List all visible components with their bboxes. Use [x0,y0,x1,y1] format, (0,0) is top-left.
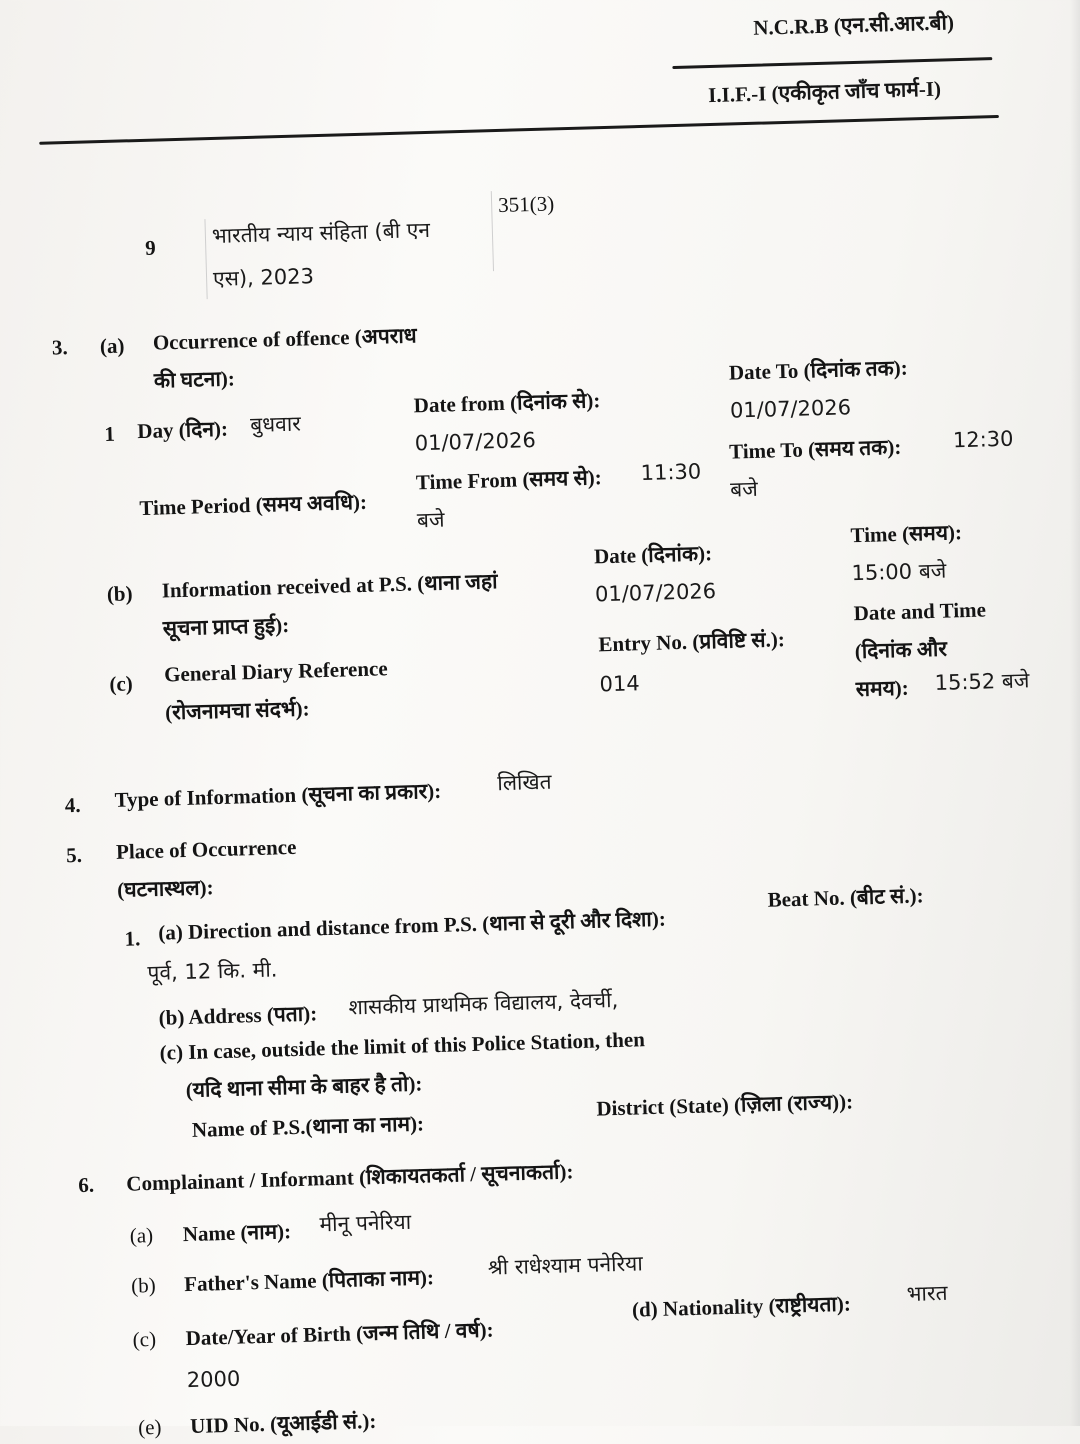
uid-letter: (e) [137,1414,162,1440]
section6-number: 6. [78,1172,95,1198]
page-edge-shadow [1070,0,1080,1426]
info-received-label-line1: Information received at P.S. (थाना जहां [161,569,498,603]
info-date-value: 01/07/2026 [594,579,717,607]
act-cell-border-left [204,219,207,299]
act-name-line1: भारतीय न्याय संहिता (बी एन [211,217,431,248]
nationality-label: (d) Nationality (राष्ट्रीयता): [631,1291,852,1322]
date-from-label: Date from (दिनांक से): [413,388,601,418]
info-received-label-line2: सूचना प्राप्त हुई): [162,612,290,641]
name-letter: (a) [129,1223,154,1248]
gd-reference-label-line1: General Diary Reference [163,656,388,687]
section4-number: 4. [64,792,81,818]
section3-number: 3. [51,335,69,360]
time-from-label: Time From (समय से): [415,465,603,495]
info-time-value: 15:00 बजे [851,558,947,586]
date-to-label: Date To (दिनांक तक): [728,355,909,385]
occurrence-label-line2: की घटना): [153,366,236,393]
header-rule-top [672,57,992,69]
info-time-label: Time (समय): [850,520,963,548]
father-name-value: श्री राधेश्याम पनेरिया [487,1251,644,1280]
day-label: Day (दिन): [137,416,229,444]
time-to-label: Time To (समय तक): [728,434,902,464]
nationality-value: भारत [906,1280,948,1306]
act-name-line2: एस), 2023 [212,264,315,291]
occurrence-row-number: 1 [104,421,116,447]
section5-number: 5. [65,842,83,868]
ps-name-label: Name of P.S.(थाना का नाम): [191,1111,425,1142]
complainant-name-label: Name (नाम): [182,1219,292,1247]
direction-label: (a) Direction and distance from P.S. (थाना से दूरी और दिशा): [158,906,667,945]
day-value: बुधवार [249,411,302,437]
dob-letter: (c) [132,1326,157,1352]
section3a-letter: (a) [99,333,125,359]
section3c-letter: (c) [109,671,134,697]
act-serial: 9 [144,235,157,260]
time-from-unit: बजे [416,507,445,533]
gd-datetime-label-line1: Date and Time [853,597,987,626]
gd-reference-label-line2: (रोजनामचा संदर्भ): [164,696,310,725]
time-to-value: 12:30 [952,426,1014,453]
direction-value: पूर्व, 12 कि. मी. [147,957,278,986]
beat-no-label: Beat No. (बीट सं.): [767,883,924,912]
entry-no-value: 014 [599,671,640,697]
outside-limit-label-line2: (यदि थाना सीमा के बाहर है तो): [185,1071,423,1103]
father-letter: (b) [130,1272,157,1298]
place-row-number: 1. [124,926,141,951]
date-from-value: 01/07/2026 [414,428,537,456]
dob-label: Date/Year of Birth (जन्म तिथि / वर्ष): [185,1317,494,1351]
header-rule-main [39,115,999,145]
district-state-label: District (State) (ज़िला (राज्य)): [596,1089,854,1121]
date-to-value: 01/07/2026 [729,395,852,423]
form-title: I.I.F.-I (एकीकृत जाँच फार्म-I) [707,76,942,108]
gd-datetime-label-line3: समय): [855,675,910,702]
time-from-value: 11:30 [640,459,702,486]
address-value: शासकीय प्राथमिक विद्यालय, देवर्ची, [348,987,619,1020]
complainant-label: Complainant / Informant (शिकायतकर्ता / सूचनाकर्ता): [126,1159,574,1196]
time-period-label: Time Period (समय अवधि): [139,489,368,521]
outside-limit-label-line1: (c) In case, outside the limit of this Police Station, then [159,1027,646,1065]
act-section: 351(3) [497,191,555,217]
father-name-label: Father's Name (पिताका नाम): [183,1265,435,1297]
gd-datetime-label-line2: (दिनांक और [854,636,948,664]
info-type-value: लिखित [496,769,552,796]
place-label-line1: Place of Occurrence [115,834,297,864]
uid-label: UID No. (यूआईडी सं.): [189,1408,377,1439]
time-to-unit: बजे [729,476,759,502]
occurrence-label-line1: Occurrence of offence (अपराध [152,323,417,355]
dob-value: 2000 [186,1366,241,1393]
place-label-line2: (घटनास्थल): [116,875,214,902]
info-type-label: Type of Information (सूचना का प्रकार): [114,778,442,812]
ncrb-header: N.C.R.B (एन.सी.आर.बी) [752,10,955,40]
act-cell-border-right [491,191,494,271]
address-label: (b) Address (पता): [158,1001,318,1030]
entry-no-label: Entry No. (प्रविष्टि सं.): [598,627,786,657]
section3b-letter: (b) [106,581,133,607]
complainant-name-value: मीनू पनेरिया [319,1209,412,1237]
info-date-label: Date (दिनांक): [593,541,713,569]
gd-datetime-value: 15:52 बजे [934,668,1030,695]
